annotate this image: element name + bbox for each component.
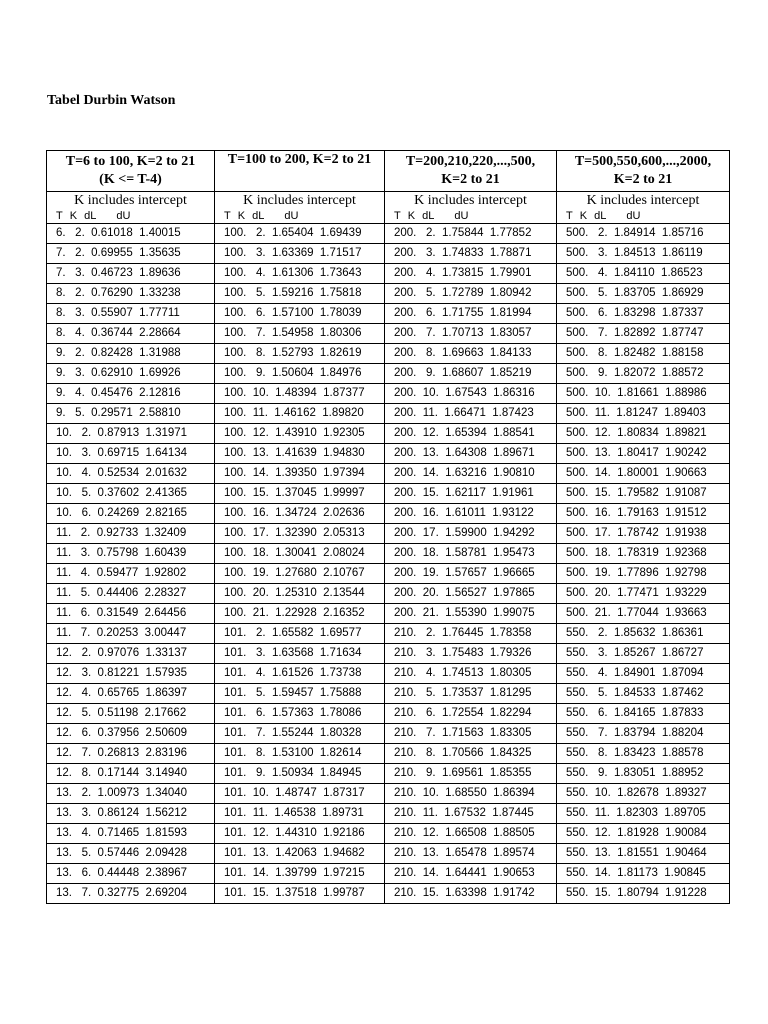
table-cell: 500. 11. 1.81247 1.89403 [557, 404, 730, 424]
col-t: T [224, 210, 231, 222]
table-cell: 12. 8. 0.17144 3.14940 [47, 764, 215, 784]
table-row [47, 284, 730, 304]
table-cell: 550. 13. 1.81551 1.90464 [557, 844, 730, 864]
table-cell: 200. 9. 1.68607 1.85219 [385, 364, 557, 384]
intercept-note: K includes intercept [47, 192, 215, 211]
table-cell: 12. 4. 0.65765 1.86397 [47, 684, 215, 704]
table-cell: 500. 10. 1.81661 1.88986 [557, 384, 730, 404]
table-cell: 550. 6. 1.84165 1.87833 [557, 704, 730, 724]
table-cell: 10. 5. 0.37602 2.41365 [47, 484, 215, 504]
intercept-note: K includes intercept [215, 192, 385, 211]
table-cell: 210. 10. 1.68550 1.86394 [385, 784, 557, 804]
table-cell: 100. 19. 1.27680 2.10767 [215, 564, 385, 584]
table-cell: 101. 9. 1.50934 1.84945 [215, 764, 385, 784]
table-row [47, 624, 730, 644]
table-cell: 7. 3. 0.46723 1.89636 [47, 264, 215, 284]
table-row [47, 504, 730, 524]
table-cell: 500. 16. 1.79163 1.91512 [557, 504, 730, 524]
table-cell: 100. 3. 1.63369 1.71517 [215, 244, 385, 264]
table-cell: 500. 5. 1.83705 1.86929 [557, 284, 730, 304]
table-cell: 13. 4. 0.71465 1.81593 [47, 824, 215, 844]
column-headers [215, 210, 385, 224]
table-row [47, 404, 730, 424]
col-du: dU [116, 210, 131, 222]
table-cell: 550. 4. 1.84901 1.87094 [557, 664, 730, 684]
table-cell: 200. 8. 1.69663 1.84133 [385, 344, 557, 364]
durbin-watson-table [46, 150, 730, 904]
table-cell: 13. 2. 1.00973 1.34040 [47, 784, 215, 804]
table-cell: 101. 14. 1.39799 1.97215 [215, 864, 385, 884]
table-cell: 200. 4. 1.73815 1.79901 [385, 264, 557, 284]
table-cell: 10. 2. 0.87913 1.31971 [47, 424, 215, 444]
table-row [47, 584, 730, 604]
table-cell: 200. 17. 1.59900 1.94292 [385, 524, 557, 544]
table-cell: 200. 16. 1.61011 1.93122 [385, 504, 557, 524]
table-cell: 13. 3. 0.86124 1.56212 [47, 804, 215, 824]
table-cell: 200. 2. 1.75844 1.77852 [385, 224, 557, 244]
table-cell: 101. 7. 1.55244 1.80328 [215, 724, 385, 744]
table-cell: 100. 17. 1.32390 2.05313 [215, 524, 385, 544]
section-header-line1: T=6 to 100, K=2 to 21 [65, 154, 196, 169]
table-row [47, 824, 730, 844]
table-cell: 210. 13. 1.65478 1.89574 [385, 844, 557, 864]
intercept-note: K includes intercept [385, 192, 557, 211]
table-row [47, 244, 730, 264]
table-cell: 550. 12. 1.81928 1.90084 [557, 824, 730, 844]
table-cell: 500. 4. 1.84110 1.86523 [557, 264, 730, 284]
table-cell: 500. 21. 1.77044 1.93663 [557, 604, 730, 624]
table-cell: 210. 7. 1.71563 1.83305 [385, 724, 557, 744]
table-cell: 9. 2. 0.82428 1.31988 [47, 344, 215, 364]
table-cell: 210. 4. 1.74513 1.80305 [385, 664, 557, 684]
table-cell: 200. 21. 1.55390 1.99075 [385, 604, 557, 624]
table-row [47, 564, 730, 584]
page-title: Tabel Durbin Watson [47, 93, 176, 108]
table-cell: 8. 2. 0.76290 1.33238 [47, 284, 215, 304]
table-cell: 550. 9. 1.83051 1.88952 [557, 764, 730, 784]
table-cell: 550. 5. 1.84533 1.87462 [557, 684, 730, 704]
section-header-line1: T=100 to 200, K=2 to 21 [227, 152, 372, 167]
table-cell: 500. 15. 1.79582 1.91087 [557, 484, 730, 504]
table-cell: 10. 3. 0.69715 1.64134 [47, 444, 215, 464]
section-header-line1: T=200,210,220,...,500, [405, 154, 536, 169]
table-row [47, 784, 730, 804]
table-cell: 550. 15. 1.80794 1.91228 [557, 884, 730, 904]
table-cell: 500. 20. 1.77471 1.93229 [557, 584, 730, 604]
table-cell: 100. 10. 1.48394 1.87377 [215, 384, 385, 404]
table-cell: 100. 16. 1.34724 2.02636 [215, 504, 385, 524]
table-cell: 200. 10. 1.67543 1.86316 [385, 384, 557, 404]
table-row [47, 364, 730, 384]
table-row [47, 424, 730, 444]
table-cell: 100. 14. 1.39350 1.97394 [215, 464, 385, 484]
section-header-line1: T=500,550,600,...,2000, [574, 154, 712, 169]
table-cell: 13. 7. 0.32775 2.69204 [47, 884, 215, 904]
table-cell: 500. 12. 1.80834 1.89821 [557, 424, 730, 444]
table-row [47, 804, 730, 824]
table-row [47, 644, 730, 664]
section-header-line2: K=2 to 21 [441, 172, 500, 187]
table-cell: 7. 2. 0.69955 1.35635 [47, 244, 215, 264]
table-cell: 550. 8. 1.83423 1.88578 [557, 744, 730, 764]
table-cell: 10. 4. 0.52534 2.01632 [47, 464, 215, 484]
table-cell: 101. 13. 1.42063 1.94682 [215, 844, 385, 864]
table-cell: 101. 15. 1.37518 1.99787 [215, 884, 385, 904]
table-cell: 100. 5. 1.59216 1.75818 [215, 284, 385, 304]
table-cell: 500. 19. 1.77896 1.92798 [557, 564, 730, 584]
col-dl: dL [84, 210, 97, 222]
table-row [47, 344, 730, 364]
table-cell: 500. 14. 1.80001 1.90663 [557, 464, 730, 484]
table-cell: 12. 7. 0.26813 2.83196 [47, 744, 215, 764]
table-cell: 200. 18. 1.58781 1.95473 [385, 544, 557, 564]
col-k: K [237, 210, 246, 222]
table-cell: 11. 3. 0.75798 1.60439 [47, 544, 215, 564]
table-cell: 101. 6. 1.57363 1.78086 [215, 704, 385, 724]
table-cell: 200. 20. 1.56527 1.97865 [385, 584, 557, 604]
section-header-line2: K=2 to 21 [613, 172, 673, 187]
table-cell: 12. 5. 0.51198 2.17662 [47, 704, 215, 724]
subheader-row [47, 192, 730, 211]
table-cell: 10. 6. 0.24269 2.82165 [47, 504, 215, 524]
table-row [47, 544, 730, 564]
section-header [47, 151, 215, 192]
table-row [47, 724, 730, 744]
table-cell: 550. 14. 1.81173 1.90845 [557, 864, 730, 884]
table-cell: 100. 21. 1.22928 2.16352 [215, 604, 385, 624]
table-cell: 210. 15. 1.63398 1.91742 [385, 884, 557, 904]
col-dl: dL [252, 210, 265, 222]
table-cell: 100. 7. 1.54958 1.80306 [215, 324, 385, 344]
table-cell: 100. 18. 1.30041 2.08024 [215, 544, 385, 564]
section-header [557, 151, 730, 192]
table-cell: 100. 6. 1.57100 1.78039 [215, 304, 385, 324]
table-row [47, 444, 730, 464]
table-cell: 210. 2. 1.76445 1.78358 [385, 624, 557, 644]
table-cell: 200. 5. 1.72789 1.80942 [385, 284, 557, 304]
col-du: dU [626, 210, 641, 222]
table-cell: 210. 14. 1.64441 1.90653 [385, 864, 557, 884]
table-cell: 210. 6. 1.72554 1.82294 [385, 704, 557, 724]
col-k: K [579, 210, 588, 222]
table-cell: 101. 5. 1.59457 1.75888 [215, 684, 385, 704]
table-row [47, 604, 730, 624]
table-cell: 11. 5. 0.44406 2.28327 [47, 584, 215, 604]
table-cell: 200. 14. 1.63216 1.90810 [385, 464, 557, 484]
table-row [47, 884, 730, 904]
table-cell: 500. 2. 1.84914 1.85716 [557, 224, 730, 244]
section-header-line2: (K <= T-4) [99, 172, 162, 187]
table-row [47, 464, 730, 484]
table-cell: 200. 12. 1.65394 1.88541 [385, 424, 557, 444]
table-cell: 8. 4. 0.36744 2.28664 [47, 324, 215, 344]
section-header [215, 151, 385, 192]
table-cell: 100. 8. 1.52793 1.82619 [215, 344, 385, 364]
table-cell: 9. 3. 0.62910 1.69926 [47, 364, 215, 384]
table-row [47, 324, 730, 344]
table-cell: 500. 3. 1.84513 1.86119 [557, 244, 730, 264]
table-cell: 100. 20. 1.25310 2.13544 [215, 584, 385, 604]
table-cell: 550. 11. 1.82303 1.89705 [557, 804, 730, 824]
section-header [385, 151, 557, 192]
table-cell: 13. 6. 0.44448 2.38967 [47, 864, 215, 884]
col-t: T [394, 210, 401, 222]
table-cell: 550. 7. 1.83794 1.88204 [557, 724, 730, 744]
table-cell: 550. 10. 1.82678 1.89327 [557, 784, 730, 804]
col-t: T [56, 210, 63, 222]
table-row [47, 304, 730, 324]
table-cell: 101. 2. 1.65582 1.69577 [215, 624, 385, 644]
col-dl: dL [594, 210, 607, 222]
table-cell: 100. 9. 1.50604 1.84976 [215, 364, 385, 384]
table-cell: 100. 12. 1.43910 1.92305 [215, 424, 385, 444]
table-cell: 210. 3. 1.75483 1.79326 [385, 644, 557, 664]
table-cell: 500. 13. 1.80417 1.90242 [557, 444, 730, 464]
table-cell: 9. 4. 0.45476 2.12816 [47, 384, 215, 404]
table-cell: 8. 3. 0.55907 1.77711 [47, 304, 215, 324]
col-k: K [69, 210, 78, 222]
table-cell: 550. 2. 1.85632 1.86361 [557, 624, 730, 644]
table-row [47, 264, 730, 284]
table-cell: 500. 6. 1.83298 1.87337 [557, 304, 730, 324]
table-cell: 200. 19. 1.57657 1.96665 [385, 564, 557, 584]
table-cell: 210. 9. 1.69561 1.85355 [385, 764, 557, 784]
table-cell: 101. 3. 1.63568 1.71634 [215, 644, 385, 664]
table-cell: 500. 18. 1.78319 1.92368 [557, 544, 730, 564]
table-cell: 101. 11. 1.46538 1.89731 [215, 804, 385, 824]
table-cell: 500. 17. 1.78742 1.91938 [557, 524, 730, 544]
column-header-row [47, 210, 730, 224]
header-row [47, 151, 730, 192]
table-row [47, 744, 730, 764]
table-row [47, 764, 730, 784]
table-cell: 100. 15. 1.37045 1.99997 [215, 484, 385, 504]
col-t: T [566, 210, 573, 222]
table-cell: 200. 15. 1.62117 1.91961 [385, 484, 557, 504]
table-cell: 101. 12. 1.44310 1.92186 [215, 824, 385, 844]
table-cell: 200. 6. 1.71755 1.81994 [385, 304, 557, 324]
table-cell: 11. 6. 0.31549 2.64456 [47, 604, 215, 624]
table-cell: 100. 4. 1.61306 1.73643 [215, 264, 385, 284]
table-cell: 500. 9. 1.82072 1.88572 [557, 364, 730, 384]
table-row [47, 524, 730, 544]
table-cell: 500. 8. 1.82482 1.88158 [557, 344, 730, 364]
column-headers [47, 210, 215, 224]
col-du: dU [454, 210, 469, 222]
table-row [47, 844, 730, 864]
table-cell: 11. 7. 0.20253 3.00447 [47, 624, 215, 644]
col-k: K [407, 210, 416, 222]
table-cell: 12. 6. 0.37956 2.50609 [47, 724, 215, 744]
table-cell: 210. 12. 1.66508 1.88505 [385, 824, 557, 844]
table-cell: 100. 11. 1.46162 1.89820 [215, 404, 385, 424]
table-row [47, 664, 730, 684]
intercept-note: K includes intercept [557, 192, 730, 211]
table-row [47, 484, 730, 504]
table-cell: 101. 8. 1.53100 1.82614 [215, 744, 385, 764]
table-cell: 200. 11. 1.66471 1.87423 [385, 404, 557, 424]
table-cell: 11. 2. 0.92733 1.32409 [47, 524, 215, 544]
col-dl: dL [422, 210, 435, 222]
table-cell: 12. 3. 0.81221 1.57935 [47, 664, 215, 684]
table-cell: 100. 13. 1.41639 1.94830 [215, 444, 385, 464]
table-cell: 210. 8. 1.70566 1.84325 [385, 744, 557, 764]
table-cell: 101. 10. 1.48747 1.87317 [215, 784, 385, 804]
table-cell: 550. 3. 1.85267 1.86727 [557, 644, 730, 664]
table-cell: 100. 2. 1.65404 1.69439 [215, 224, 385, 244]
table-cell: 11. 4. 0.59477 1.92802 [47, 564, 215, 584]
table-row [47, 864, 730, 884]
table-cell: 6. 2. 0.61018 1.40015 [47, 224, 215, 244]
table-row [47, 684, 730, 704]
column-headers [557, 210, 730, 224]
table-cell: 200. 13. 1.64308 1.89671 [385, 444, 557, 464]
table-row [47, 704, 730, 724]
table-cell: 200. 3. 1.74833 1.78871 [385, 244, 557, 264]
table-row [47, 224, 730, 244]
table-cell: 9. 5. 0.29571 2.58810 [47, 404, 215, 424]
col-du: dU [284, 210, 299, 222]
table-cell: 500. 7. 1.82892 1.87747 [557, 324, 730, 344]
table-cell: 210. 11. 1.67532 1.87445 [385, 804, 557, 824]
table-cell: 210. 5. 1.73537 1.81295 [385, 684, 557, 704]
column-headers [385, 210, 557, 224]
table-cell: 200. 7. 1.70713 1.83057 [385, 324, 557, 344]
table-cell: 12. 2. 0.97076 1.33137 [47, 644, 215, 664]
table-cell: 101. 4. 1.61526 1.73738 [215, 664, 385, 684]
table-cell: 13. 5. 0.57446 2.09428 [47, 844, 215, 864]
table-row [47, 384, 730, 404]
